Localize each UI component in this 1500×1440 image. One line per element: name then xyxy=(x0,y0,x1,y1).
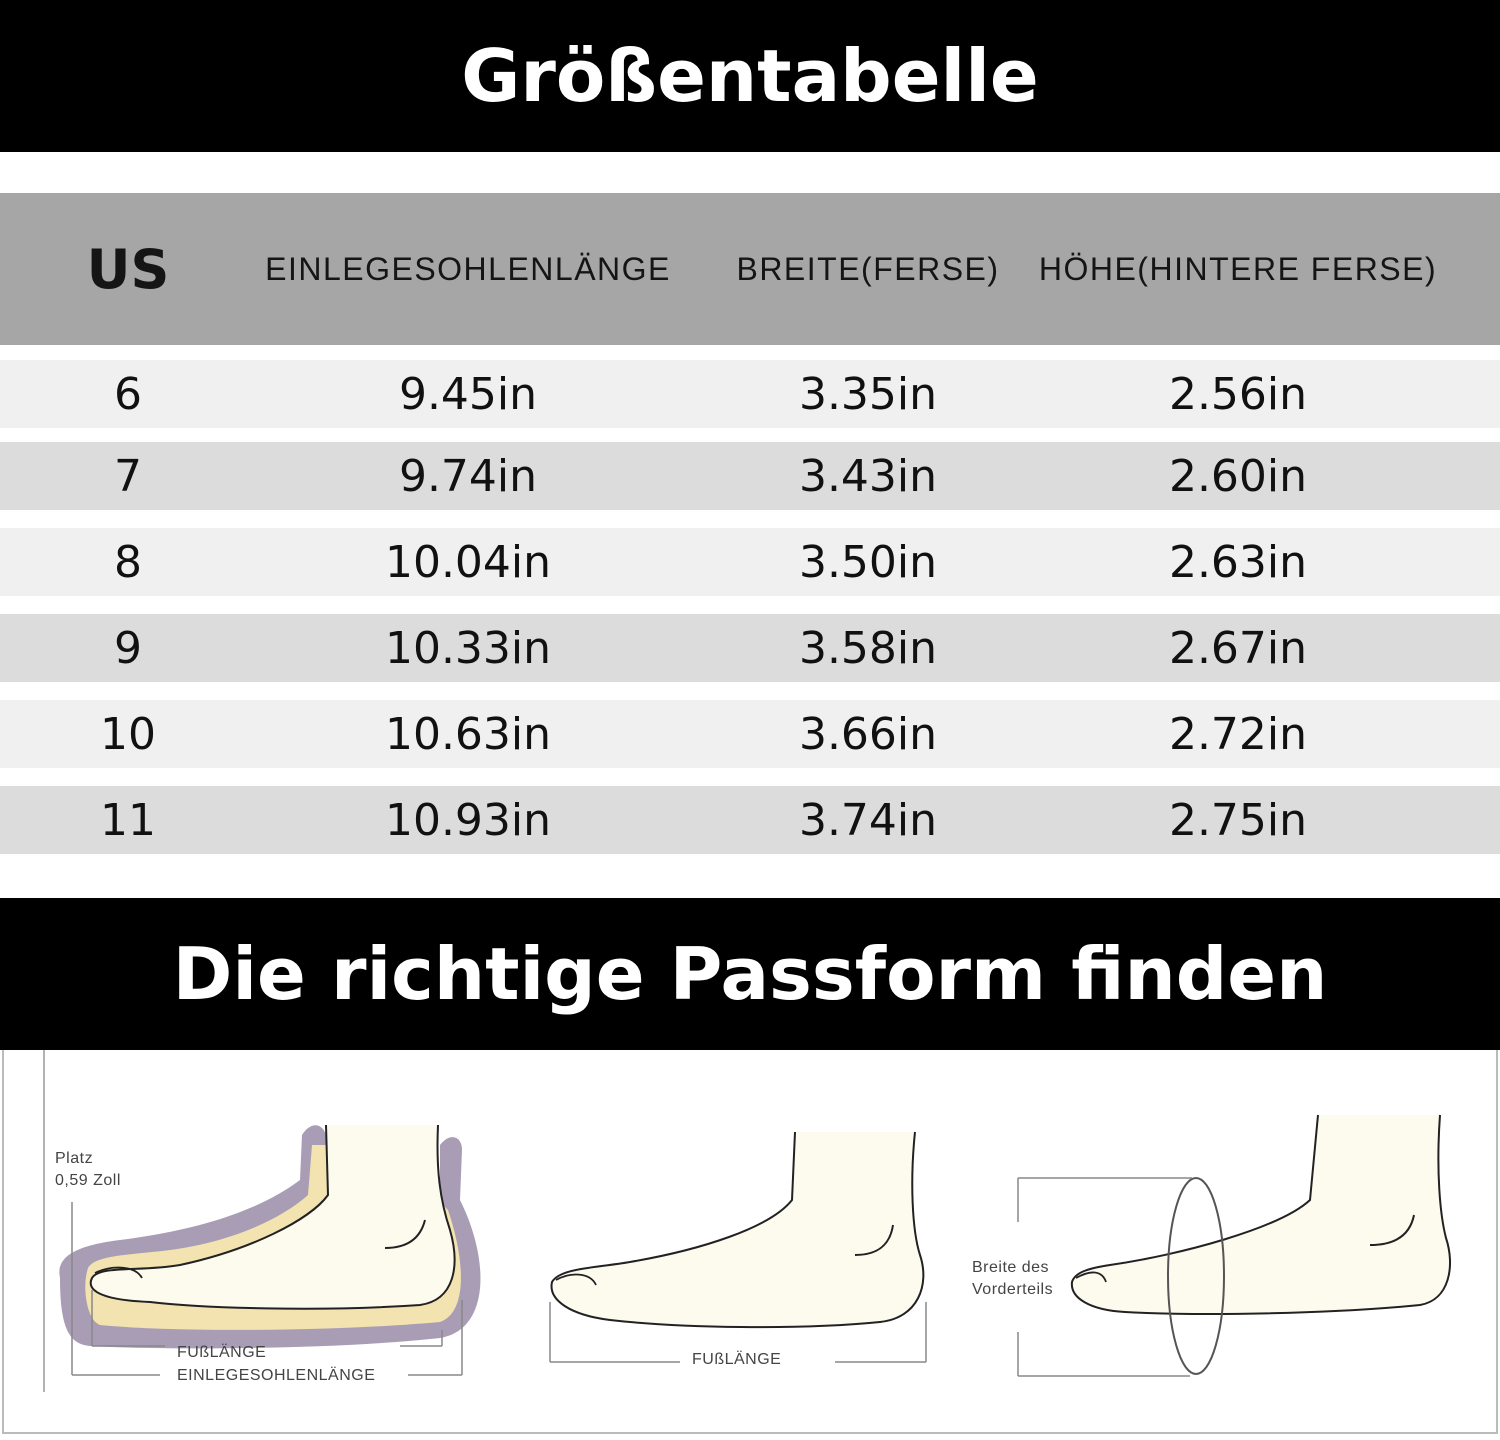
cell-width: 3.74in xyxy=(798,794,938,846)
foot-outline xyxy=(1072,1115,1450,1314)
cell-insole-length: 10.93in xyxy=(384,794,552,846)
cell-insole-length: 9.74in xyxy=(398,450,538,502)
cell-width: 3.66in xyxy=(798,708,938,760)
table-row xyxy=(0,528,1500,596)
table-row xyxy=(0,614,1500,682)
cell-width: 3.58in xyxy=(798,622,938,674)
cell-height: 2.56in xyxy=(1168,368,1308,420)
cell-us-size: 9 xyxy=(114,622,142,674)
foot-length-diagram xyxy=(550,1132,926,1368)
size-chart-title: Größentabelle xyxy=(0,0,1500,152)
foot-length-label: FUßLÄNGE xyxy=(177,1344,267,1361)
cell-us-size: 7 xyxy=(114,450,142,502)
foot-on-insole-diagram xyxy=(55,1125,480,1384)
table-row xyxy=(0,700,1500,768)
cell-width: 3.35in xyxy=(798,368,938,420)
cell-insole-length: 10.33in xyxy=(384,622,552,674)
fit-guide-title: Die richtige Passform finden xyxy=(0,898,1500,1050)
cell-height: 2.60in xyxy=(1168,450,1308,502)
header-us: US xyxy=(86,237,170,301)
cell-insole-length: 10.04in xyxy=(384,536,552,588)
header-height-rear-heel: HÖHE(HINTERE FERSE) xyxy=(1038,250,1438,287)
cell-height: 2.63in xyxy=(1168,536,1308,588)
foot-outline xyxy=(552,1132,924,1327)
forefoot-width-label-2: Vorderteils xyxy=(972,1281,1054,1298)
insole-length-label: EINLEGESOHLENLÄNGE xyxy=(177,1367,376,1384)
table-header xyxy=(0,193,1500,345)
header-width-heel: BREITE(FERSE) xyxy=(736,250,1000,287)
space-label: Platz xyxy=(55,1150,94,1167)
cell-height: 2.67in xyxy=(1168,622,1308,674)
table-row xyxy=(0,360,1500,428)
cell-us-size: 11 xyxy=(100,794,156,846)
cell-insole-length: 10.63in xyxy=(384,708,552,760)
cell-width: 3.50in xyxy=(798,536,938,588)
cell-insole-length: 9.45in xyxy=(398,368,538,420)
forefoot-width-label: Breite des xyxy=(972,1259,1050,1276)
cell-us-size: 8 xyxy=(114,536,142,588)
cell-height: 2.72in xyxy=(1168,708,1308,760)
fit-diagram-panel xyxy=(0,1050,1500,1436)
header-insole-length: EINLEGESOHLENLÄNGE xyxy=(265,250,671,287)
space-value-label: 0,59 Zoll xyxy=(55,1172,121,1189)
forefoot-width-diagram xyxy=(972,1115,1450,1376)
table-row xyxy=(0,786,1500,854)
table-row xyxy=(0,442,1500,510)
cell-width: 3.43in xyxy=(798,450,938,502)
cell-us-size: 6 xyxy=(114,368,142,420)
cell-us-size: 10 xyxy=(100,708,156,760)
cell-height: 2.75in xyxy=(1168,794,1308,846)
foot-length-label: FUßLÄNGE xyxy=(692,1351,782,1368)
foot-diagrams xyxy=(0,1050,1500,1436)
